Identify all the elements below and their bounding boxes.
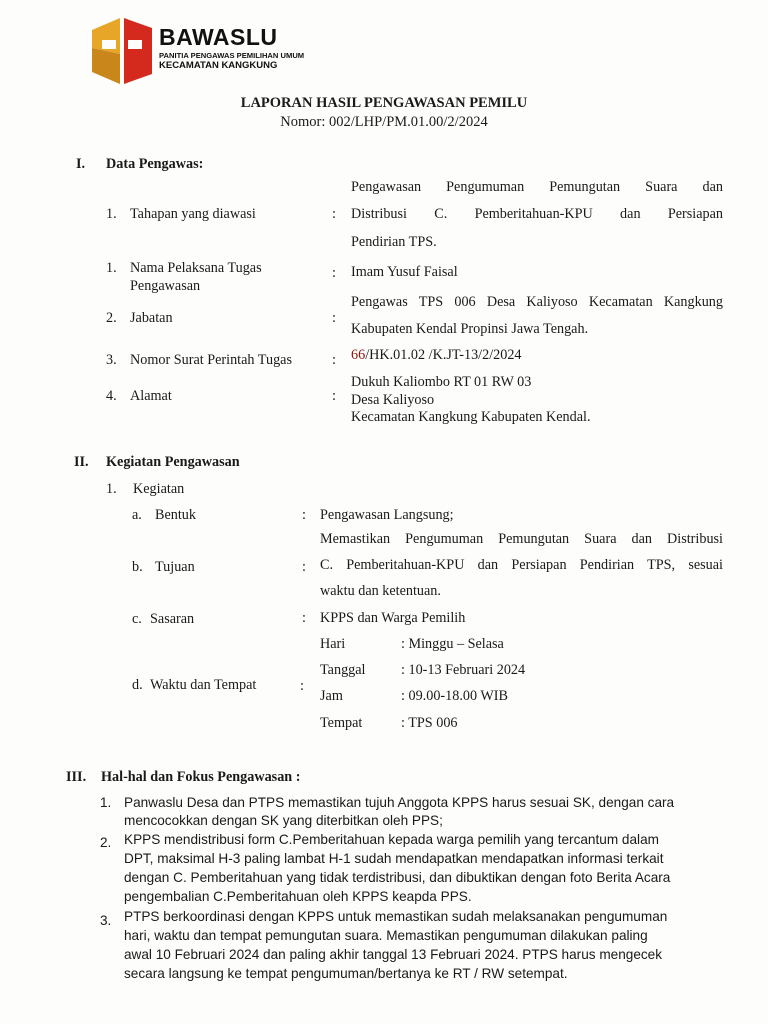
field-value: Dukuh Kaliombo RT 01 RW 03 [351, 374, 532, 390]
field-colon: : [302, 507, 306, 523]
field-colon: : [302, 559, 306, 575]
list-item-text: mencocokkan dengan SK yang diterbitkan oleh PPS; [124, 813, 443, 828]
schedule-label: Tanggal [320, 662, 366, 678]
field-label: Nomor Surat Perintah Tugas [130, 352, 292, 368]
org-subtitle: PANITIA PENGAWAS PEMILIHAN UMUM [159, 51, 305, 60]
schedule-label: Hari [320, 636, 346, 652]
field-value: Kabupaten Kendal Propinsi Jawa Tengah. [351, 321, 589, 337]
document-title: LAPORAN HASIL PENGAWASAN PEMILU [240, 95, 528, 111]
field-value: Desa Kaliyoso [351, 392, 435, 408]
field-label: Nama Pelaksana Tugas [130, 260, 262, 276]
section-number: II. [74, 454, 89, 470]
org-name: BAWASLU [159, 24, 278, 50]
section-number: III. [66, 769, 87, 785]
row-number: 1. [106, 260, 117, 276]
field-colon: : [332, 265, 336, 281]
field-label: Bentuk [155, 507, 196, 523]
section-heading: Data Pengawas: [106, 156, 204, 172]
field-value: Pengawasan Pengumuman Pemungutan Suara dan [351, 179, 723, 195]
schedule-value: : 09.00-18.00 WIB [401, 688, 508, 704]
field-label: Waktu dan Tempat [150, 677, 257, 693]
bawaslu-logo-icon [90, 18, 154, 84]
row-number: 1. [106, 206, 117, 222]
schedule-label: Tempat [320, 715, 363, 731]
org-district: KECAMATAN KANGKUNG [159, 60, 278, 71]
schedule-value: : TPS 006 [401, 715, 458, 731]
list-item-text: pengembalian C.Pemberitahuan oleh KPPS keapda PPS. [124, 889, 472, 904]
list-item-number: 1. [100, 795, 112, 810]
schedule-label: Jam [320, 688, 343, 704]
row-number: 2. [106, 310, 117, 326]
field-colon: : [332, 310, 336, 326]
section-number: I. [76, 156, 86, 172]
field-value: Memastikan Pengumuman Pemungutan Suara dan Distribusi [320, 531, 723, 547]
field-label: Tahapan yang diawasi [130, 206, 256, 222]
field-colon: : [332, 352, 336, 368]
field-label: Tujuan [155, 559, 195, 575]
field-value: Pengawasan Langsung; [320, 507, 454, 523]
field-label: Jabatan [130, 310, 173, 326]
list-item-number: 3. [100, 913, 112, 928]
field-value [351, 346, 522, 364]
section-heading: Hal-hal dan Fokus Pengawasan : [101, 769, 301, 785]
field-value: Kecamatan Kangkung Kabupaten Kendal. [351, 409, 591, 425]
row-number: 3. [106, 352, 117, 368]
subsection-number: 1. [106, 481, 117, 497]
field-label: Pengawasan [130, 278, 201, 294]
field-label: Alamat [130, 388, 172, 404]
field-colon: : [300, 678, 304, 694]
subsection-label: Kegiatan [133, 481, 185, 497]
schedule-value: : 10-13 Februari 2024 [401, 662, 526, 678]
field-colon: : [302, 610, 306, 626]
row-number: b. [132, 559, 143, 575]
list-item-text: KPPS mendistribusi form C.Pemberitahuan kepada warga pemilih yang tercantum dalam [124, 832, 659, 847]
field-value: waktu dan ketentuan. [320, 583, 441, 599]
list-item-text: DPT, maksimal H-3 paling lambat H-1 sudah mendapatkan mendapatkan informasi terkait [124, 851, 664, 866]
list-item-text: awal 10 Februari 2024 dan paling akhir tanggal 13 Februari 2024. PTPS harus mengecek [124, 947, 663, 962]
field-value: C. Pemberitahuan-KPU dan Persiapan Pendirian TPS, sesuai [320, 557, 723, 573]
field-colon: : [332, 388, 336, 404]
field-value: Distribusi C. Pemberitahuan-KPU dan Persiapan [351, 206, 723, 222]
field-value: Imam Yusuf Faisal [351, 264, 458, 280]
list-item-text: PTPS berkoordinasi dengan KPPS untuk memastikan sudah melaksanakan pengumuman [124, 909, 668, 924]
list-item-text: dengan C. Pemberitahuan yang tidak terdistribusi, dan dibuktikan dengan foto Berita Acara [124, 870, 671, 885]
row-number: d. [132, 677, 143, 693]
row-number: 4. [106, 388, 117, 404]
letter-number-rest: /HK.01.02 /K.JT-13/2/2024 [365, 347, 522, 363]
list-item-text: Panwaslu Desa dan PTPS memastikan tujuh Anggota KPPS harus sesuai SK, dengan cara [124, 795, 675, 810]
row-number: a. [132, 507, 142, 523]
list-item-number: 2. [100, 835, 112, 850]
schedule-value: : Minggu – Selasa [401, 636, 504, 652]
field-value: Pendirian TPS. [351, 234, 437, 250]
letter-number-handwritten: 66 [351, 347, 366, 363]
field-colon: : [332, 206, 336, 222]
row-number: c. [132, 611, 142, 627]
section-heading: Kegiatan Pengawasan [106, 454, 240, 470]
list-item-text: hari, waktu dan tempat pemungutan suara. Memastikan pengumuman dilakukan paling [124, 928, 648, 943]
list-item-text: secara langsung ke tempat pengumuman/bertanya ke RT / RW setempat. [124, 966, 568, 981]
document-number: Nomor: 002/LHP/PM.01.00/2/2024 [280, 114, 488, 130]
field-label: Sasaran [150, 611, 195, 627]
field-value: KPPS dan Warga Pemilih [320, 610, 466, 626]
field-value: Pengawas TPS 006 Desa Kaliyoso Kecamatan Kangkung [351, 294, 723, 310]
